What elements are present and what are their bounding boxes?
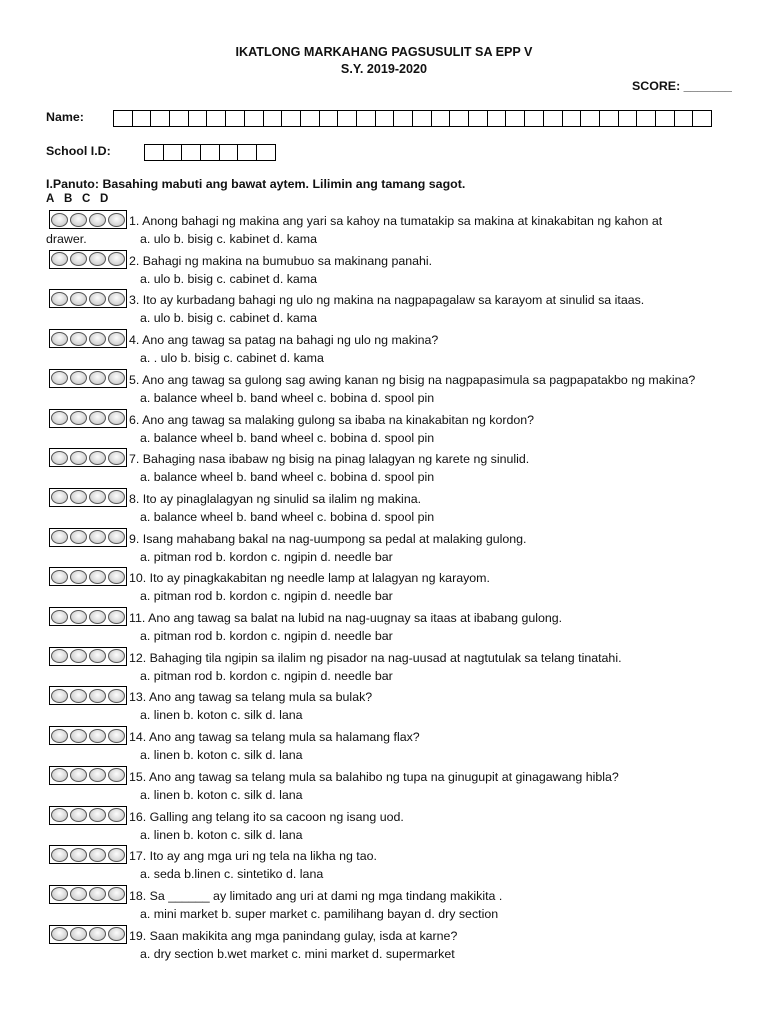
answer-bubble-a[interactable] (51, 649, 68, 663)
question-text: 14. Ano ang tawag sa telang mula sa halamang flax? (129, 730, 420, 745)
answer-bubble-c[interactable] (89, 927, 106, 941)
answer-bubble-c[interactable] (89, 213, 106, 227)
school-id-boxes[interactable] (144, 144, 275, 161)
answer-bubble-b[interactable] (70, 808, 87, 822)
choices-text: a. balance wheel b. band wheel c. bobina d. spool pin (140, 509, 435, 524)
question-text: 12. Bahaging tila ngipin sa ilalim ng pisador na nag-uusad at nagtutulak sa telang tinatahi. (129, 650, 622, 665)
question-text: 6. Ano ang tawag sa malaking gulong sa ibaba na kinakabitan ng kordon? (129, 412, 535, 427)
char-box[interactable] (225, 110, 245, 127)
answer-bubbles[interactable] (49, 210, 127, 229)
question-text: 15. Ano ang tawag sa telang mula sa balahibo ng tupa na ginugupit at ginagawang hibla? (129, 769, 619, 784)
score-field: SCORE: _______ (632, 79, 732, 93)
answer-bubble-c[interactable] (89, 411, 106, 425)
answer-bubble-d[interactable] (108, 610, 125, 624)
answer-bubble-b[interactable] (70, 927, 87, 941)
answer-bubble-a[interactable] (51, 927, 68, 941)
answer-bubble-a[interactable] (51, 371, 68, 385)
answer-bubbles[interactable] (49, 289, 127, 308)
answer-bubble-a[interactable] (51, 887, 68, 901)
answer-bubble-a[interactable] (51, 490, 68, 504)
choices-text: a. pitman rod b. kordon c. ngipin d. needle bar (140, 589, 393, 604)
answer-bubble-a[interactable] (51, 808, 68, 822)
char-box[interactable] (505, 110, 525, 127)
answer-bubble-a[interactable] (51, 451, 68, 465)
answer-bubble-c[interactable] (89, 689, 106, 703)
answer-bubble-d[interactable] (108, 451, 125, 465)
question-text: 19. Saan makikita ang mga panindang gulay, isda at karne? (129, 928, 458, 943)
char-box[interactable] (132, 110, 152, 127)
school-year: S.Y. 2019-2020 (340, 62, 428, 76)
answer-bubbles[interactable] (49, 448, 127, 467)
question-text: 11. Ano ang tawag sa balat na lubid na nag-uugnay sa itaas at ibabang gulong. (129, 611, 563, 625)
answer-bubble-a[interactable] (51, 689, 68, 703)
answer-bubbles[interactable] (49, 686, 127, 705)
answer-bubble-b[interactable] (70, 689, 87, 703)
char-box[interactable] (655, 110, 675, 127)
char-box[interactable] (200, 144, 220, 161)
answer-bubble-a[interactable] (51, 292, 68, 306)
answer-bubble-a[interactable] (51, 252, 68, 266)
answer-bubble-c[interactable] (89, 371, 106, 385)
answer-bubble-a[interactable] (51, 570, 68, 584)
char-box[interactable] (562, 110, 582, 127)
choices-text: a. pitman rod b. kordon c. ngipin d. needle bar (140, 629, 393, 643)
answer-bubble-d[interactable] (108, 570, 125, 584)
answer-bubble-d[interactable] (108, 768, 125, 782)
answer-bubbles[interactable] (49, 647, 127, 666)
char-box[interactable] (580, 110, 600, 127)
answer-bubbles[interactable] (49, 409, 127, 428)
answer-bubbles[interactable] (49, 806, 127, 825)
char-box[interactable] (524, 110, 544, 127)
char-box[interactable] (206, 110, 226, 127)
choices-text: a. dry section b.wet market c. mini market d. supermarket (140, 946, 455, 961)
answer-bubble-c[interactable] (89, 808, 106, 822)
answer-bubble-c[interactable] (89, 848, 106, 862)
char-box[interactable] (393, 110, 413, 127)
answer-bubble-d[interactable] (108, 887, 125, 901)
answer-bubble-c[interactable] (89, 490, 106, 504)
char-box[interactable] (337, 110, 357, 127)
answer-bubble-d[interactable] (108, 848, 125, 862)
answer-bubble-d[interactable] (108, 252, 125, 266)
question-text: 1. Anong bahagi ng makina ang yari sa kahoy na tumatakip sa makina at kinakabitan ng kahon at (129, 214, 663, 228)
choices-text: a. linen b. koton c. silk d. lana (140, 787, 303, 802)
char-box[interactable] (618, 110, 638, 127)
answer-bubble-b[interactable] (70, 451, 87, 465)
question-text: 5. Ano ang tawag sa gulong sag awing kanan ng bisig na nagpapasimula sa pagpapatakbo ng makina? (129, 372, 696, 387)
choices-text: a. pitman rod b. kordon c. ngipin d. needle bar (140, 668, 393, 683)
choices-text: a. ulo b. bisig c. cabinet d. kama (140, 311, 318, 326)
answer-bubble-c[interactable] (89, 332, 106, 346)
question-text-continued: drawer. (46, 232, 87, 246)
answer-bubble-d[interactable] (108, 371, 125, 385)
answer-bubble-b[interactable] (70, 490, 87, 504)
answer-bubble-d[interactable] (108, 808, 125, 822)
school-id-label: School I.D: (46, 144, 111, 158)
question-text: 2. Bahagi ng makina na bumubuo sa makinang panahi. (129, 253, 433, 268)
answer-bubble-c[interactable] (89, 768, 106, 782)
answer-bubbles[interactable] (49, 845, 127, 864)
question-text: 17. Ito ay ang mga uri ng tela na likha ng tao. (129, 849, 377, 864)
char-box[interactable] (256, 144, 276, 161)
char-box[interactable] (375, 110, 395, 127)
letter-c: C (82, 193, 91, 205)
answer-bubble-c[interactable] (89, 292, 106, 306)
char-box[interactable] (412, 110, 432, 127)
char-box[interactable] (150, 110, 170, 127)
answer-bubbles[interactable] (49, 766, 127, 785)
char-box[interactable] (244, 110, 264, 127)
choices-text: a. seda b.linen c. sintetiko d. lana (140, 867, 324, 882)
choices-text: a. balance wheel b. band wheel c. bobina d. spool pin (140, 430, 435, 445)
answer-bubble-d[interactable] (108, 649, 125, 663)
answer-bubble-d[interactable] (108, 411, 125, 425)
answer-bubble-c[interactable] (89, 530, 106, 544)
question-text: 16. Galling ang telang ito sa cacoon ng isang uod. (129, 809, 404, 824)
letter-a: A (46, 193, 55, 205)
char-box[interactable] (281, 110, 301, 127)
answer-bubble-b[interactable] (70, 252, 87, 266)
answer-bubbles[interactable] (49, 607, 127, 626)
letter-d: D (100, 193, 109, 205)
question-text: 13. Ano ang tawag sa telang mula sa bulak? (129, 690, 373, 705)
answer-bubble-d[interactable] (108, 213, 125, 227)
char-box[interactable] (263, 110, 283, 127)
answer-bubble-b[interactable] (70, 887, 87, 901)
answer-bubble-b[interactable] (70, 411, 87, 425)
choices-text: a. ulo b. bisig c. cabinet d. kama (140, 271, 318, 286)
answer-bubbles[interactable] (49, 250, 127, 269)
answer-bubble-b[interactable] (70, 332, 87, 346)
instructions: I.Panuto: Basahing mabuti ang bawat aytem. Lilimin ang tamang sagot. (46, 177, 466, 191)
choices-text: a. pitman rod b. kordon c. ngipin d. needle bar (140, 549, 393, 564)
answer-bubble-b[interactable] (70, 768, 87, 782)
char-box[interactable] (181, 144, 201, 161)
answer-bubble-c[interactable] (89, 570, 106, 584)
answer-bubble-c[interactable] (89, 649, 106, 663)
char-box[interactable] (356, 110, 376, 127)
char-box[interactable] (468, 110, 488, 127)
answer-bubble-b[interactable] (70, 610, 87, 624)
answer-bubbles[interactable] (49, 726, 127, 745)
answer-bubble-b[interactable] (70, 371, 87, 385)
answer-bubble-b[interactable] (70, 530, 87, 544)
question-text: 4. Ano ang tawag sa patag na bahagi ng ulo ng makina? (129, 333, 439, 348)
char-box[interactable] (300, 110, 320, 127)
answer-bubbles[interactable] (49, 488, 127, 507)
choices-text: a. . ulo b. bisig c. cabinet d. kama (140, 351, 324, 366)
answer-bubble-c[interactable] (89, 252, 106, 266)
answer-bubble-c[interactable] (89, 610, 106, 624)
answer-bubble-c[interactable] (89, 729, 106, 743)
question-text: 7. Bahaging nasa ibabaw ng bisig na pinag lalagyan ng karete ng sinulid. (129, 452, 530, 467)
answer-bubble-d[interactable] (108, 927, 125, 941)
answer-bubble-d[interactable] (108, 332, 125, 346)
question-text: 9. Isang mahabang bakal na nag-uumpong sa pedal at malaking gulong. (129, 531, 527, 546)
choices-text: a. balance wheel b. band wheel c. bobina d. spool pin (140, 390, 435, 405)
char-box[interactable] (692, 110, 712, 127)
char-box[interactable] (188, 110, 208, 127)
answer-letter-header (46, 193, 118, 205)
answer-bubble-a[interactable] (51, 411, 68, 425)
answer-bubble-a[interactable] (51, 213, 68, 227)
char-box[interactable] (169, 110, 189, 127)
answer-bubble-a[interactable] (51, 530, 68, 544)
question-text: 10. Ito ay pinagkakabitan ng needle lamp at lalagyan ng karayom. (129, 571, 490, 586)
answer-bubble-d[interactable] (108, 729, 125, 743)
answer-bubble-b[interactable] (70, 292, 87, 306)
answer-bubbles[interactable] (49, 567, 127, 586)
answer-bubble-a[interactable] (51, 610, 68, 624)
choices-text: a. balance wheel b. band wheel c. bobina d. spool pin (140, 470, 435, 485)
char-box[interactable] (163, 144, 183, 161)
answer-bubble-a[interactable] (51, 848, 68, 862)
exam-title: IKATLONG MARKAHANG PAGSUSULIT SA EPP V (235, 45, 533, 59)
answer-bubble-b[interactable] (70, 848, 87, 862)
char-box[interactable] (237, 144, 257, 161)
answer-bubble-b[interactable] (70, 213, 87, 227)
char-box[interactable] (487, 110, 507, 127)
answer-bubbles[interactable] (49, 369, 127, 388)
char-box[interactable] (636, 110, 656, 127)
answer-bubble-d[interactable] (108, 530, 125, 544)
answer-bubble-a[interactable] (51, 332, 68, 346)
name-label: Name: (46, 110, 84, 124)
answer-bubble-b[interactable] (70, 649, 87, 663)
letter-b: B (64, 193, 73, 205)
char-box[interactable] (674, 110, 694, 127)
choices-text: a. linen b. koton c. silk d. lana (140, 708, 303, 723)
question-text: 18. Sa ______ ay limitado ang uri at dami ng mga tindang makikita . (129, 888, 503, 903)
answer-bubbles[interactable] (49, 885, 127, 904)
choices-text: a. linen b. koton c. silk d. lana (140, 827, 303, 842)
answer-bubble-c[interactable] (89, 887, 106, 901)
answer-bubble-d[interactable] (108, 292, 125, 306)
answer-bubble-b[interactable] (70, 729, 87, 743)
char-box[interactable] (144, 144, 164, 161)
name-boxes[interactable] (113, 110, 711, 127)
char-box[interactable] (599, 110, 619, 127)
choices-text: a. linen b. koton c. silk d. lana (140, 748, 303, 763)
answer-bubble-b[interactable] (70, 570, 87, 584)
question-text: 3. Ito ay kurbadang bahagi ng ulo ng makina na nagpapagalaw sa karayom at sinulid sa itaas. (129, 293, 645, 308)
answer-bubble-a[interactable] (51, 729, 68, 743)
answer-bubble-c[interactable] (89, 451, 106, 465)
char-box[interactable] (543, 110, 563, 127)
char-box[interactable] (449, 110, 469, 127)
answer-bubbles[interactable] (49, 528, 127, 547)
answer-bubble-d[interactable] (108, 689, 125, 703)
answer-bubble-d[interactable] (108, 490, 125, 504)
char-box[interactable] (113, 110, 133, 127)
answer-bubble-a[interactable] (51, 768, 68, 782)
choices-text: a. mini market b. super market c. pamilihang bayan d. dry section (140, 906, 499, 921)
char-box[interactable] (431, 110, 451, 127)
char-box[interactable] (219, 144, 239, 161)
choices-text: a. ulo b. bisig c. kabinet d. kama (140, 232, 318, 246)
question-text: 8. Ito ay pinaglalagyan ng sinulid sa ilalim ng makina. (129, 491, 422, 506)
char-box[interactable] (319, 110, 339, 127)
answer-bubbles[interactable] (49, 925, 127, 944)
answer-bubbles[interactable] (49, 329, 127, 348)
